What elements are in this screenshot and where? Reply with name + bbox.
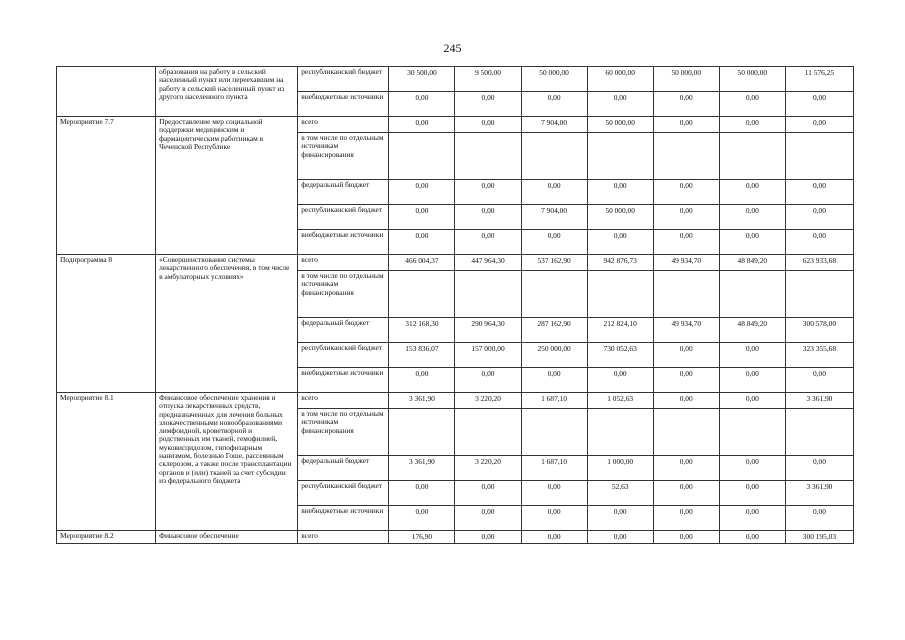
program-code-cell: Мероприятие 7.7 — [57, 117, 156, 255]
funding-source-cell: внебюджетные источники — [298, 368, 389, 393]
amount-cell: 0,00 — [587, 506, 653, 531]
amount-cell: 0,00 — [521, 368, 587, 393]
amount-cell — [455, 271, 521, 318]
table-row — [57, 117, 854, 133]
amount-cell: 0,00 — [455, 117, 521, 133]
amount-cell: 0,00 — [455, 368, 521, 393]
funding-source-cell: федеральный бюджет — [298, 180, 389, 205]
amount-cell: 0,00 — [719, 506, 785, 531]
amount-cell: 300 195,03 — [785, 531, 853, 544]
amount-cell: 50 000,00 — [587, 117, 653, 133]
amount-cell: 312 168,30 — [389, 318, 455, 343]
amount-cell: 0,00 — [785, 117, 853, 133]
amount-cell: 0,00 — [653, 368, 719, 393]
amount-cell: 0,00 — [785, 205, 853, 230]
amount-cell: 0,00 — [719, 92, 785, 117]
amount-cell: 0,00 — [389, 180, 455, 205]
amount-cell: 447 964,30 — [455, 255, 521, 271]
amount-cell: 3 361,90 — [785, 393, 853, 409]
amount-cell: 300 578,00 — [785, 318, 853, 343]
amount-cell: 157 000,00 — [455, 343, 521, 368]
amount-cell — [521, 271, 587, 318]
funding-source-cell: республиканский бюджет — [298, 481, 389, 506]
amount-cell: 0,00 — [521, 531, 587, 544]
amount-cell: 942 876,73 — [587, 255, 653, 271]
table-row — [57, 531, 854, 544]
amount-cell: 7 904,00 — [521, 117, 587, 133]
amount-cell: 50 000,00 — [719, 67, 785, 92]
amount-cell: 50 000,00 — [521, 67, 587, 92]
amount-cell: 0,00 — [719, 481, 785, 506]
budget-table — [56, 66, 854, 544]
amount-cell: 0,00 — [587, 368, 653, 393]
program-name-cell: образования на работу в сельский населенный пункт или переехавшим на работу в сельский населенный пункт из другого населенного пункта — [156, 67, 298, 117]
amount-cell: 176,90 — [389, 531, 455, 544]
program-code-cell: Мероприятие 8.2 — [57, 531, 156, 544]
program-name-cell: Предоставление мер социальной поддержки медицинским и фармацевтическим работникам в Чеченской Республике — [156, 117, 298, 255]
amount-cell: 0,00 — [653, 92, 719, 117]
program-name-cell: «Совершенствование системы лекарственного обеспечения, в том числе в амбулаторных условиях» — [156, 255, 298, 393]
amount-cell — [785, 271, 853, 318]
amount-cell — [521, 133, 587, 180]
program-code-cell — [57, 67, 156, 117]
funding-source-cell: федеральный бюджет — [298, 456, 389, 481]
funding-source-cell: всего — [298, 531, 389, 544]
amount-cell: 0,00 — [719, 343, 785, 368]
amount-cell — [521, 409, 587, 456]
amount-cell: 250 000,00 — [521, 343, 587, 368]
amount-cell: 0,00 — [455, 506, 521, 531]
table-row — [57, 393, 854, 409]
amount-cell: 0,00 — [719, 368, 785, 393]
amount-cell: 0,00 — [587, 230, 653, 255]
amount-cell: 0,00 — [785, 92, 853, 117]
amount-cell: 3 361,90 — [389, 393, 455, 409]
amount-cell: 0,00 — [389, 481, 455, 506]
amount-cell: 0,00 — [653, 481, 719, 506]
amount-cell: 0,00 — [455, 205, 521, 230]
amount-cell: 11 576,25 — [785, 67, 853, 92]
amount-cell: 3 220,20 — [455, 393, 521, 409]
amount-cell: 3 361,90 — [785, 481, 853, 506]
funding-source-cell: федеральный бюджет — [298, 318, 389, 343]
amount-cell: 0,00 — [455, 230, 521, 255]
amount-cell: 0,00 — [455, 180, 521, 205]
amount-cell — [653, 133, 719, 180]
amount-cell: 0,00 — [389, 205, 455, 230]
amount-cell — [785, 409, 853, 456]
table-body — [57, 67, 854, 544]
amount-cell — [587, 271, 653, 318]
amount-cell: 9 500,00 — [455, 67, 521, 92]
amount-cell: 49 934,70 — [653, 255, 719, 271]
amount-cell: 0,00 — [587, 92, 653, 117]
amount-cell: 50 000,00 — [587, 205, 653, 230]
amount-cell: 0,00 — [455, 531, 521, 544]
amount-cell: 0,00 — [719, 117, 785, 133]
amount-cell: 3 220,20 — [455, 456, 521, 481]
amount-cell: 0,00 — [389, 368, 455, 393]
amount-cell: 0,00 — [389, 117, 455, 133]
amount-cell: 52,63 — [587, 481, 653, 506]
amount-cell: 1 052,63 — [587, 393, 653, 409]
amount-cell: 0,00 — [653, 205, 719, 230]
amount-cell: 0,00 — [785, 230, 853, 255]
amount-cell — [587, 133, 653, 180]
amount-cell: 287 162,90 — [521, 318, 587, 343]
funding-source-cell: в том числе по отдельным источникам финансирования — [298, 409, 389, 456]
amount-cell — [653, 271, 719, 318]
amount-cell: 1 687,10 — [521, 393, 587, 409]
amount-cell: 0,00 — [389, 92, 455, 117]
funding-source-cell: республиканский бюджет — [298, 343, 389, 368]
amount-cell: 0,00 — [653, 230, 719, 255]
amount-cell: 0,00 — [719, 393, 785, 409]
program-name-cell: Финансовое обеспечение хранения и отпуска лекарственных средств, предназначенных для лечения больных злокачественными новообразованиями лимфоидной, кроветворной и родственных им тканей, гемофилией, муковисцидозом, гипофизарным нанизмом, болезнью Гоше, рассеянным склерозом, а также после трансплантации органов и (или) тканей за счет субсидии из федерального бюджета — [156, 393, 298, 531]
amount-cell: 3 361,90 — [389, 456, 455, 481]
amount-cell — [389, 409, 455, 456]
amount-cell — [389, 133, 455, 180]
amount-cell — [455, 133, 521, 180]
amount-cell: 0,00 — [785, 368, 853, 393]
table-row — [57, 67, 854, 92]
amount-cell: 0,00 — [719, 180, 785, 205]
amount-cell: 0,00 — [587, 531, 653, 544]
amount-cell: 466 004,37 — [389, 255, 455, 271]
amount-cell: 0,00 — [521, 230, 587, 255]
amount-cell: 153 836,07 — [389, 343, 455, 368]
amount-cell: 1 000,00 — [587, 456, 653, 481]
amount-cell: 212 824,10 — [587, 318, 653, 343]
amount-cell — [653, 409, 719, 456]
amount-cell: 0,00 — [653, 343, 719, 368]
amount-cell: 0,00 — [785, 506, 853, 531]
amount-cell: 48 849,20 — [719, 318, 785, 343]
funding-source-cell: всего — [298, 117, 389, 133]
amount-cell: 0,00 — [389, 230, 455, 255]
funding-source-cell: республиканский бюджет — [298, 205, 389, 230]
program-code-cell: Мероприятие 8.1 — [57, 393, 156, 531]
amount-cell: 49 934,70 — [653, 318, 719, 343]
funding-source-cell: всего — [298, 393, 389, 409]
amount-cell: 50 000,00 — [653, 67, 719, 92]
amount-cell: 0,00 — [455, 92, 521, 117]
amount-cell: 0,00 — [785, 456, 853, 481]
amount-cell: 537 162,90 — [521, 255, 587, 271]
amount-cell: 48 849,20 — [719, 255, 785, 271]
amount-cell — [587, 409, 653, 456]
table-row — [57, 255, 854, 271]
amount-cell: 0,00 — [521, 92, 587, 117]
amount-cell — [389, 271, 455, 318]
amount-cell: 0,00 — [521, 481, 587, 506]
amount-cell: 0,00 — [521, 506, 587, 531]
funding-source-cell: в том числе по отдельным источникам финансирования — [298, 133, 389, 180]
funding-source-cell: в том числе по отдельным источникам финансирования — [298, 271, 389, 318]
amount-cell: 0,00 — [785, 180, 853, 205]
amount-cell: 0,00 — [653, 506, 719, 531]
amount-cell: 0,00 — [455, 481, 521, 506]
amount-cell: 7 904,00 — [521, 205, 587, 230]
amount-cell — [719, 133, 785, 180]
amount-cell: 0,00 — [521, 180, 587, 205]
funding-source-cell: внебюджетные источники — [298, 506, 389, 531]
page-number: 245 — [443, 41, 462, 55]
amount-cell: 323 355,68 — [785, 343, 853, 368]
amount-cell — [719, 271, 785, 318]
amount-cell — [785, 133, 853, 180]
amount-cell: 0,00 — [719, 531, 785, 544]
funding-source-cell: внебюджетные источники — [298, 230, 389, 255]
funding-source-cell: республиканский бюджет — [298, 67, 389, 92]
amount-cell: 0,00 — [653, 393, 719, 409]
amount-cell: 623 933,68 — [785, 255, 853, 271]
program-code-cell: Подпрограмма 8 — [57, 255, 156, 393]
amount-cell: 60 000,00 — [587, 67, 653, 92]
amount-cell: 290 964,30 — [455, 318, 521, 343]
funding-source-cell: всего — [298, 255, 389, 271]
amount-cell: 0,00 — [653, 117, 719, 133]
amount-cell: 730 052,63 — [587, 343, 653, 368]
amount-cell: 0,00 — [719, 456, 785, 481]
program-name-cell: Финансовое обеспечение — [156, 531, 298, 544]
amount-cell — [719, 409, 785, 456]
amount-cell: 30 500,00 — [389, 67, 455, 92]
amount-cell: 1 687,10 — [521, 456, 587, 481]
amount-cell: 0,00 — [653, 180, 719, 205]
funding-source-cell: внебюджетные источники — [298, 92, 389, 117]
amount-cell: 0,00 — [587, 180, 653, 205]
amount-cell: 0,00 — [389, 506, 455, 531]
amount-cell: 0,00 — [719, 230, 785, 255]
amount-cell: 0,00 — [653, 531, 719, 544]
amount-cell — [455, 409, 521, 456]
amount-cell: 0,00 — [719, 205, 785, 230]
amount-cell: 0,00 — [653, 456, 719, 481]
